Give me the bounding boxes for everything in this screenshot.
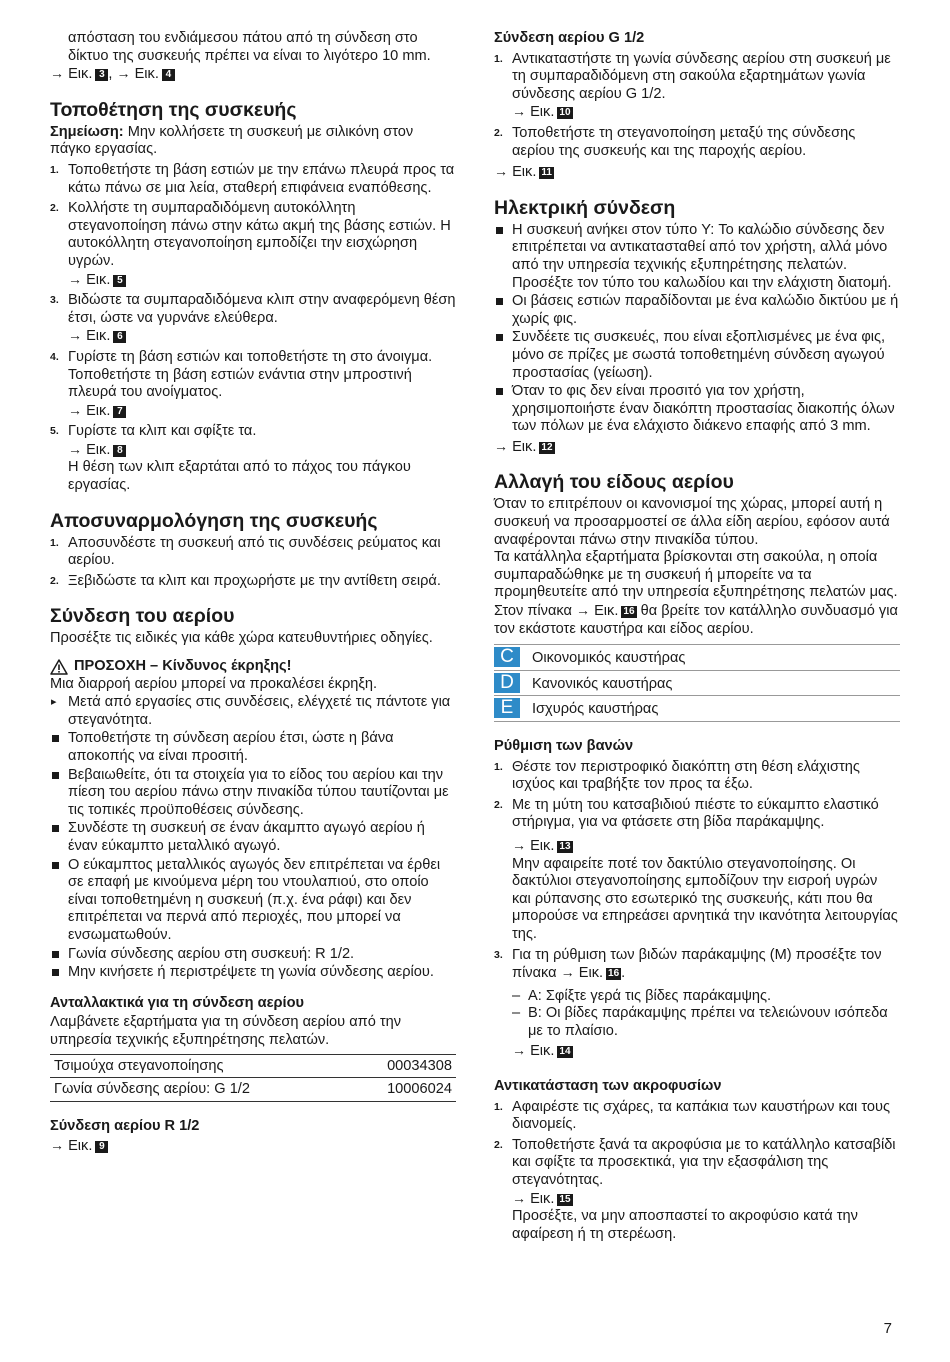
bullet-text: Βεβαιωθείτε, ότι τα στοιχεία για το είδος του αερίου και την πίεση του αερίου πάνω στην πινακίδα τύπου ταυτίζονται με τις τοπικές προϋποθέσεις σύνδεσης. <box>68 766 449 818</box>
spares-text: Λαμβάνετε εξαρτήματα για τη σύνδεση αερίου από την υπηρεσία τεχνικής εξυπηρέτησης πελατών. <box>50 1014 402 1048</box>
fig-ref-label: Εικ. <box>68 1138 93 1155</box>
triangle-bullet-icon: ▸ <box>51 696 57 709</box>
square-bullet-icon <box>52 969 59 976</box>
step-number: 2. <box>494 126 503 139</box>
para-text: Τα κατάλληλα εξαρτήματα βρίσκονται στη σακούλα, η οποία συμπαραδώθηκε με τη συσκευή ή μπορείτε να τα προμηθευτείτε από την υπηρεσία εξυπηρέτησης πελατών μας. Στον πίνακα <box>494 549 898 620</box>
gas-change-para: Όταν το επιτρέπουν οι κανονισμοί της χώρας, μπορεί αυτή η συσκευή να προσαρμοστεί σε άλλα είδη αερίου, εφόσον αυτά αναφέρονται πάνω στην πινακίδα τύπου. <box>494 496 890 548</box>
list-item <box>50 857 456 945</box>
install-steps <box>50 162 456 495</box>
figure-ref <box>50 1137 456 1156</box>
fig-ref-label: Εικ. <box>512 164 537 181</box>
bullet-text: Όταν το φις δεν είναι προσιτό για τον χρήστη, χρησιμοποιήστε έναν διακόπτη προστασίας διακοπής όλων των πόλων με ένα ελάχιστο διάκενο επαφής από 3 mm. <box>512 383 895 435</box>
step-text: Κολλήστε τη συμπαραδιδόμενη αυτοκόλλητη στεγανοποίηση πάνω στην κάτω ακμή της βάσης εστιών. Η αυτοκόλλητη στεγανοποίηση εμποδίζει την εισχώρηση υγρών. <box>68 200 451 269</box>
list-item <box>50 730 456 765</box>
step-number: 2. <box>494 798 503 811</box>
note-label: Σημείωση: <box>50 123 124 140</box>
step-text: Γυρίστε τα κλιπ και σφίξτε τα. <box>68 423 257 440</box>
step-number: 4. <box>50 350 59 363</box>
fig-ref-number: 3 <box>95 69 108 81</box>
square-bullet-icon <box>496 227 503 234</box>
arrow-icon: → <box>68 270 82 287</box>
bullet-text: Ο εύκαμπτος μεταλλικός αγωγός δεν επιτρέπεται να έρθει σε επαφή με κινούμενα μέρη του ντουλαπιού, στο οποίο είναι τοποθετημένη η συσκευή (π.χ. ένα ράφι) και δεν επιτρέπεται να περνά από περιοχές, που μπορεί να ενσωματωθούν. <box>68 856 441 943</box>
figure-ref <box>68 327 456 346</box>
arrow-icon: → <box>512 103 526 120</box>
figure-ref <box>512 837 900 856</box>
fig-ref-label: Εικ. <box>68 66 93 83</box>
table-row <box>50 1054 456 1078</box>
step-text: Αφαιρέστε τις σχάρες, τα καπάκια των καυστήρων και τους διανομείς. <box>512 1098 891 1133</box>
section-heading-gas-change: Αλλαγή του είδους αερίου <box>494 471 734 494</box>
fig-ref-label: Εικ. <box>512 438 537 455</box>
burner-label: Οικονομικός καυστήρας <box>532 650 686 667</box>
subheading-spares: Ανταλλακτικά για τη σύνδεση αερίου <box>50 994 304 1011</box>
list-item <box>50 946 456 964</box>
square-bullet-icon <box>496 388 503 395</box>
fig-ref-label: Εικ. <box>530 104 555 121</box>
step-text: Αντικαταστήστε τη γωνία σύνδεσης αερίου στη συσκευή με τη συμπαραδιδόμενη στη σακούλα εξαρτημάτων γωνία σύνδεσης αερίου G 1/2. <box>512 50 891 102</box>
subheading-nozzles: Αντικατάσταση των ακροφυσίων <box>494 1078 722 1095</box>
arrow-icon: → <box>50 1137 64 1154</box>
arrow-icon: → <box>68 401 82 418</box>
step-number: 1. <box>50 163 59 176</box>
list-item <box>494 759 900 794</box>
step-text: Τοποθετήστε τη στεγανοποίηση μεταξύ της σύνδεσης αερίου της συσκευής και της παροχής αερίου. <box>512 124 856 159</box>
list-item <box>494 293 900 328</box>
step-number: 2. <box>50 202 59 215</box>
list-item <box>494 383 900 436</box>
step-number: 5. <box>50 425 59 438</box>
burner-label: Κανονικός καυστήρας <box>532 675 673 692</box>
list-item <box>494 947 900 983</box>
square-bullet-icon <box>52 951 59 958</box>
left-column <box>50 30 456 1156</box>
step-note: Μην αφαιρείτε ποτέ τον δακτύλιο στεγανοποίησης. Οι δακτύλιοι στεγανοποίησης εμποδίζουν την εισροή υγρών και ρύπανσης στο εσωτερικό της συσκευής, κάτι που θα μπορούσε να επηρεάσει αρνητικά την ικανότητα λειτουργίας της. <box>512 855 898 942</box>
burner-cell <box>494 670 900 696</box>
warning-title: ΠΡΟΣΟΧΗ – Κίνδυνος έκρηξης! <box>74 658 292 675</box>
arrow-icon: → <box>68 440 82 457</box>
list-item <box>50 162 456 197</box>
square-bullet-icon <box>496 334 503 341</box>
step-note: Προσέξτε, να μην αποσπαστεί το ακροφύσιο κατά την αφαίρεση ή τη στερέωση. <box>512 1208 858 1242</box>
bullet-text: Συνδέστε τη συσκευή σε έναν άκαμπτο αγωγό αερίου ή έναν εύκαμπτο μεταλλικό αγωγό. <box>68 820 425 854</box>
square-bullet-icon <box>496 298 503 305</box>
list-item <box>494 51 900 122</box>
fig-ref-number: 11 <box>541 167 552 179</box>
arrow-icon: → <box>50 65 64 82</box>
step-number: 1. <box>50 536 59 549</box>
fig-ref-number: 10 <box>559 107 571 119</box>
fig-ref-number: 8 <box>113 445 126 457</box>
burner-code: E <box>494 698 520 718</box>
fig-ref-label: Εικ. <box>594 603 619 620</box>
part-name: Γωνία σύνδεσης αερίου: G 1/2 <box>50 1078 349 1102</box>
arrow-icon: → <box>116 65 131 82</box>
step-text: Ξεβιδώστε τα κλιπ και προχωρήστε με την αντίθετη σειρά. <box>68 572 441 589</box>
figure-ref <box>512 1190 900 1209</box>
arrow-icon: → <box>576 602 591 619</box>
warning-action <box>50 694 456 729</box>
gas-change-para <box>494 549 900 638</box>
section-heading-install: Τοποθέτηση της συσκευής <box>50 98 297 121</box>
fig-ref-label: Εικ. <box>86 441 111 458</box>
fig-ref-label: Εικ. <box>134 66 159 83</box>
step-number: 2. <box>50 574 59 587</box>
fig-ref-number: 5 <box>113 275 126 287</box>
square-bullet-icon <box>52 772 59 779</box>
subheading-g12: Σύνδεση αερίου G 1/2 <box>494 30 645 46</box>
step-number: 1. <box>494 52 503 65</box>
intro-figure-refs <box>50 65 456 84</box>
step-text: Θέστε τον περιστροφικό διακόπτη στη θέση ελάχιστης ισχύος και τραβήξτε τον προς τα έξω. <box>512 758 860 793</box>
figure-ref <box>68 271 456 290</box>
step-number: 3. <box>50 294 59 307</box>
dash-marker: – <box>512 1005 521 1022</box>
page-number: 7 <box>883 1320 892 1337</box>
square-bullet-icon <box>52 825 59 832</box>
step-note: Η θέση των κλιπ εξαρτάται από το πάχος του πάγκου εργασίας. <box>68 459 411 494</box>
fig-ref-number: 14 <box>559 1045 571 1057</box>
square-bullet-icon <box>52 862 59 869</box>
burner-cell <box>494 645 900 671</box>
list-item <box>494 1005 900 1040</box>
arrow-icon: → <box>68 327 82 344</box>
section-heading-gas: Σύνδεση του αερίου <box>50 605 235 628</box>
list-item <box>50 535 456 570</box>
subheading-valves: Ρύθμιση των βανών <box>494 738 634 754</box>
part-code: 00034308 <box>349 1054 456 1078</box>
burner-code: C <box>494 647 520 667</box>
step-text: Βιδώστε τα συμπαραδιδόμενα κλιπ στην αναφερόμενη θέση έτσι, ώστε να γυρνάνε ελεύθερα. <box>68 292 456 326</box>
figure-ref <box>494 163 900 182</box>
spare-parts-table <box>50 1054 456 1102</box>
warning-triangle-icon <box>50 659 68 675</box>
dash-text: A: Σφίξτε γερά τις βίδες παράκαμψης. <box>528 987 772 1004</box>
step-text: Γυρίστε τη βάση εστιών και τοποθετήστε τη στο άνοιγμα. Τοποθετήστε τη βάση εστιών ενάντια στην μπροστινή πλευρά του ανοίγματος. <box>68 348 433 401</box>
list-item <box>494 222 900 292</box>
figure-ref <box>68 441 456 460</box>
fig-ref-label: Εικ. <box>86 328 111 345</box>
fig-ref-number: 16 <box>608 968 620 980</box>
figure-ref <box>68 402 456 421</box>
section-heading-removal: Αποσυναρμολόγηση της συσκευής <box>50 509 378 532</box>
arrow-icon: → <box>512 1189 526 1206</box>
list-item <box>50 292 456 346</box>
note-text: Μην κολλήσετε τη συσκευή με σιλικόνη στον πάγκο εργασίας. <box>50 123 414 158</box>
fig-ref-number: 16 <box>623 606 635 618</box>
fig-ref-label: Εικ. <box>578 965 604 982</box>
bullet-text: Γωνία σύνδεσης αερίου στη συσκευή: R 1/2. <box>68 945 355 962</box>
list-item <box>50 200 456 289</box>
para-text: θα βρείτε τον κατάλληλο συνδυασμό για τον εκάστοτε καυστήρα και είδος αερίου. <box>494 603 898 637</box>
list-item <box>50 573 456 591</box>
bullet-text: Οι βάσεις εστιών παραδίδονται με ένα καλώδιο δικτύου με ή χωρίς φις. <box>512 293 899 327</box>
burner-table <box>494 644 900 722</box>
burner-label: Ισχυρός καυστήρας <box>532 701 659 718</box>
gas-intro: Προσέξτε τις ειδικές για κάθε χώρα κατευθυντήριες οδηγίες. <box>50 630 433 647</box>
fig-ref-number: 15 <box>559 1193 571 1205</box>
fig-ref-label: Εικ. <box>530 1190 555 1207</box>
step-text: . <box>621 965 626 982</box>
list-item <box>494 1099 900 1134</box>
table-row <box>494 696 900 722</box>
bullet-text: Μην κινήσετε ή περιστρέψετε τη γωνία σύνδεσης αερίου. <box>68 964 434 981</box>
step-number: 1. <box>494 1100 503 1113</box>
install-note <box>50 124 456 159</box>
fig-ref-label: Εικ. <box>86 271 111 288</box>
table-row <box>50 1078 456 1102</box>
intro-text: απόσταση του ενδιάμεσου πάτου από τη σύνδεση στο δίκτυο της συσκευής πρέπει να είναι το λιγότερο 10 mm. <box>68 30 431 64</box>
burner-code: D <box>494 673 520 693</box>
list-item <box>50 423 456 494</box>
fig-ref-number: 6 <box>113 331 126 343</box>
figure-ref <box>494 438 900 457</box>
part-name: Τσιμούχα στεγανοποίησης <box>50 1054 349 1078</box>
fig-ref-number: 9 <box>95 1141 108 1153</box>
subheading-r12: Σύνδεση αερίου R 1/2 <box>50 1117 200 1134</box>
step-text: Αποσυνδέστε τη συσκευή από τις συνδέσεις ρεύματος και αερίου. <box>68 534 441 569</box>
separator: , <box>108 66 113 83</box>
warning-heading <box>50 658 456 676</box>
fig-ref-number: 7 <box>113 406 126 418</box>
list-item <box>50 349 456 420</box>
list-item <box>50 767 456 820</box>
dash-marker: – <box>512 987 521 1004</box>
arrow-icon: → <box>512 1041 526 1058</box>
fig-ref-number: 12 <box>541 441 553 453</box>
figure-ref <box>512 103 900 122</box>
fig-ref-label: Εικ. <box>530 837 555 854</box>
bullet-text: Τοποθετήστε τη σύνδεση αερίου έτσι, ώστε η βάνα αποκοπής να είναι προσιτή. <box>68 730 394 764</box>
warning-text: Μια διαρροή αερίου μπορεί να προκαλέσει έκρηξη. <box>50 675 378 692</box>
warning-action-text: Μετά από εργασίες στις συνδέσεις, ελέγχετέ τις πάντοτε για στεγανότητα. <box>68 694 451 728</box>
table-row <box>494 670 900 696</box>
step-number: 1. <box>494 760 503 773</box>
list-item <box>494 988 900 1006</box>
right-column <box>494 30 900 1243</box>
part-code: 10006024 <box>349 1078 456 1102</box>
fig-ref-number: 13 <box>559 840 571 852</box>
fig-ref-label: Εικ. <box>86 402 111 419</box>
step-text: Τοποθετήστε τη βάση εστιών με την επάνω πλευρά προς τα κάτω πάνω σε μια λεία, σταθερή επιφάνεια εναπόθεσης. <box>68 161 455 196</box>
section-heading-electric: Ηλεκτρική σύνδεση <box>494 196 676 219</box>
list-item <box>494 125 900 160</box>
figure-ref <box>494 1042 900 1061</box>
fig-ref-number: 4 <box>162 69 175 81</box>
list-item <box>494 329 900 382</box>
fig-ref-label: Εικ. <box>530 1042 555 1059</box>
list-item <box>50 820 456 855</box>
list-item <box>494 797 900 944</box>
bullet-text: Η συσκευή ανήκει στον τύπο Y: Το καλώδιο σύνδεσης δεν επιτρέπεται να αντικατασταθεί από τον χρήστη, αλλά μόνο από την υπηρεσία τεχνικής εξυπηρέτησης πελατών. Προσέξτε τον τύπο του καλωδίου και την ελάχιστη διατομή. <box>512 221 892 291</box>
list-item <box>50 964 456 982</box>
table-row <box>494 645 900 671</box>
step-text: Τοποθετήστε ξανά τα ακροφύσια με το κατάλληλο κατσαβίδι και σφίξτε τα προσεκτικά, για την εξασφάλιση της στεγανότητας. <box>512 1136 896 1189</box>
arrow-icon: → <box>494 437 508 454</box>
arrow-icon: → <box>494 163 508 180</box>
step-text: Για τη ρύθμιση των βιδών παράκαμψης (M) προσέξτε τον πίνακα <box>512 946 882 982</box>
step-text: Με τη μύτη του κατσαβιδιού πιέστε το εύκαμπτο ελαστικό στήριγμα, για να φτάσετε στη βίδα παράκαμψης. <box>512 796 879 831</box>
arrow-icon: → <box>512 836 526 853</box>
step-number: 2. <box>494 1138 503 1151</box>
bullet-text: Συνδέετε τις συσκευές, που είναι εξοπλισμένες με ένα φις, μόνο σε πρίζες με σωστά τοποθετημένη σύνδεση αγωγού προστασίας (γείωση). <box>512 329 886 381</box>
list-item <box>494 1137 900 1244</box>
arrow-icon: → <box>560 964 575 981</box>
step-number: 3. <box>494 948 503 961</box>
dash-text: B: Οι βίδες παράκαμψης πρέπει να τελειώνουν ισόπεδα με το πλαίσιο. <box>528 1005 888 1039</box>
square-bullet-icon <box>52 735 59 742</box>
burner-cell <box>494 696 900 722</box>
